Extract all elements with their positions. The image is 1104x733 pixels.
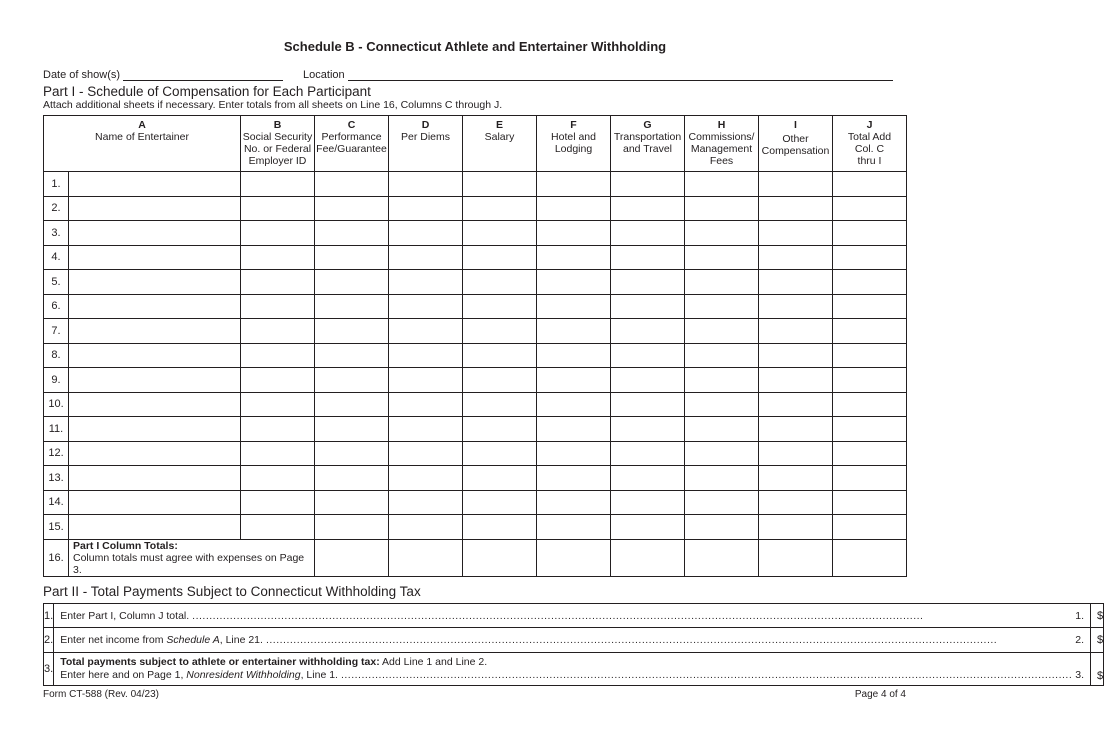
cell-col-i[interactable] xyxy=(759,294,833,319)
cell-col-f[interactable] xyxy=(537,466,611,491)
row-number: 15. xyxy=(44,515,69,540)
cell-col-d[interactable] xyxy=(389,368,463,393)
cell-col-c[interactable] xyxy=(315,294,389,319)
line-2-description: Enter net income from Schedule A, Line 21. ..... 2. xyxy=(54,628,1091,653)
row-number: 8. xyxy=(44,343,69,368)
cell-col-g[interactable] xyxy=(611,221,685,246)
table-row xyxy=(44,270,907,295)
row-number: 5. xyxy=(44,270,69,295)
cell-col-a[interactable] xyxy=(69,392,241,417)
col-header-e: E Salary xyxy=(463,116,537,172)
cell-col-g[interactable] xyxy=(611,441,685,466)
cell-col-a[interactable] xyxy=(69,196,241,221)
cell-col-f[interactable] xyxy=(537,343,611,368)
cell-col-d[interactable] xyxy=(389,417,463,442)
cell-col-a[interactable] xyxy=(69,270,241,295)
location-field[interactable] xyxy=(348,70,893,81)
line-number: 2. xyxy=(44,628,54,653)
cell-col-e[interactable] xyxy=(463,441,537,466)
cell-col-g[interactable] xyxy=(611,515,685,540)
cell-col-f[interactable] xyxy=(537,441,611,466)
cell-col-b[interactable] xyxy=(241,343,315,368)
cell-col-c[interactable] xyxy=(315,417,389,442)
line-number: 1. xyxy=(44,604,54,628)
total-col-j[interactable] xyxy=(833,539,907,576)
table-row xyxy=(44,515,907,540)
cell-col-h[interactable] xyxy=(685,172,759,197)
cell-col-h[interactable] xyxy=(685,294,759,319)
total-col-d[interactable] xyxy=(389,539,463,576)
cell-col-h[interactable] xyxy=(685,441,759,466)
table-row xyxy=(44,466,907,491)
cell-col-c[interactable] xyxy=(315,490,389,515)
cell-col-g[interactable] xyxy=(611,490,685,515)
cell-col-e[interactable] xyxy=(463,221,537,246)
cell-col-f[interactable] xyxy=(537,221,611,246)
line-2-amount-field[interactable]: $ xyxy=(1091,628,1104,653)
row-number: 13. xyxy=(44,466,69,491)
part2-line-2 xyxy=(44,628,1104,653)
totals-label xyxy=(69,539,315,576)
cell-col-g[interactable] xyxy=(611,196,685,221)
totals-row xyxy=(44,539,907,576)
cell-col-g[interactable] xyxy=(611,466,685,491)
cell-col-b[interactable] xyxy=(241,294,315,319)
line-3-amount-field[interactable]: $ xyxy=(1091,653,1104,686)
cell-col-c[interactable] xyxy=(315,343,389,368)
cell-col-b[interactable] xyxy=(241,490,315,515)
totals-note: Column totals must agree with expenses on Page 3. xyxy=(73,551,305,576)
cell-col-c[interactable] xyxy=(315,319,389,344)
cell-col-a[interactable] xyxy=(69,441,241,466)
cell-col-c[interactable] xyxy=(315,515,389,540)
row-number: 2. xyxy=(44,196,69,221)
location-label: Location xyxy=(303,69,345,81)
cell-col-g[interactable] xyxy=(611,368,685,393)
part2-table xyxy=(43,603,1104,686)
cell-col-h[interactable] xyxy=(685,196,759,221)
cell-col-d[interactable] xyxy=(389,515,463,540)
cell-col-i[interactable] xyxy=(759,466,833,491)
cell-col-g[interactable] xyxy=(611,392,685,417)
cell-col-f[interactable] xyxy=(537,490,611,515)
cell-col-j[interactable] xyxy=(833,245,907,270)
cell-col-j[interactable] xyxy=(833,392,907,417)
cell-col-i[interactable] xyxy=(759,343,833,368)
cell-col-d[interactable] xyxy=(389,441,463,466)
cell-col-f[interactable] xyxy=(537,515,611,540)
table-row xyxy=(44,392,907,417)
cell-col-i[interactable] xyxy=(759,515,833,540)
cell-col-d[interactable] xyxy=(389,245,463,270)
compensation-table xyxy=(43,115,907,577)
cell-col-b[interactable] xyxy=(241,515,315,540)
table-row xyxy=(44,343,907,368)
cell-col-d[interactable] xyxy=(389,343,463,368)
cell-col-j[interactable] xyxy=(833,172,907,197)
cell-col-c[interactable] xyxy=(315,245,389,270)
date-label: Date of show(s) xyxy=(43,69,121,81)
cell-col-c[interactable] xyxy=(315,172,389,197)
table-row xyxy=(44,368,907,393)
cell-col-j[interactable] xyxy=(833,294,907,319)
cell-col-h[interactable] xyxy=(685,270,759,295)
cell-col-h[interactable] xyxy=(685,221,759,246)
cell-col-i[interactable] xyxy=(759,368,833,393)
cell-col-e[interactable] xyxy=(463,392,537,417)
row-number: 12. xyxy=(44,441,69,466)
cell-col-f[interactable] xyxy=(537,368,611,393)
cell-col-e[interactable] xyxy=(463,466,537,491)
cell-col-e[interactable] xyxy=(463,319,537,344)
cell-col-e[interactable] xyxy=(463,515,537,540)
cell-col-i[interactable] xyxy=(759,441,833,466)
cell-col-e[interactable] xyxy=(463,368,537,393)
cell-col-g[interactable] xyxy=(611,343,685,368)
table-row xyxy=(44,196,907,221)
table-body xyxy=(44,172,907,577)
cell-col-i[interactable] xyxy=(759,196,833,221)
cell-col-b[interactable] xyxy=(241,270,315,295)
cell-col-c[interactable] xyxy=(315,392,389,417)
cell-col-b[interactable] xyxy=(241,368,315,393)
line-1-amount-field[interactable]: $ xyxy=(1091,604,1104,628)
date-field[interactable] xyxy=(123,70,283,81)
cell-col-c[interactable] xyxy=(315,368,389,393)
cell-col-a[interactable] xyxy=(69,490,241,515)
cell-col-g[interactable] xyxy=(611,245,685,270)
cell-col-f[interactable] xyxy=(537,196,611,221)
form-id: Form CT-588 (Rev. 04/23) xyxy=(43,689,159,700)
row-number: 11. xyxy=(44,417,69,442)
cell-col-f[interactable] xyxy=(537,294,611,319)
col-header-j: J Total Add Col. C thru I xyxy=(833,116,907,172)
cell-col-d[interactable] xyxy=(389,392,463,417)
cell-col-f[interactable] xyxy=(537,417,611,442)
col-header-f: F Hotel and Lodging xyxy=(537,116,611,172)
cell-col-f[interactable] xyxy=(537,392,611,417)
cell-col-i[interactable] xyxy=(759,417,833,442)
table-row xyxy=(44,294,907,319)
cell-col-i[interactable] xyxy=(759,490,833,515)
table-row xyxy=(44,221,907,246)
cell-col-b[interactable] xyxy=(241,319,315,344)
cell-col-j[interactable] xyxy=(833,196,907,221)
cell-col-i[interactable] xyxy=(759,221,833,246)
table-row xyxy=(44,172,907,197)
total-col-h[interactable] xyxy=(685,539,759,576)
part1-instruction: Attach additional sheets if necessary. Enter totals from all sheets on Line 16, Columns C through J. xyxy=(43,99,503,111)
cell-col-b[interactable] xyxy=(241,392,315,417)
cell-col-c[interactable] xyxy=(315,441,389,466)
schedule-title: Schedule B - Connecticut Athlete and Entertainer Withholding xyxy=(283,39,667,54)
cell-col-j[interactable] xyxy=(833,221,907,246)
part2-line-1 xyxy=(44,604,1104,628)
cell-col-i[interactable] xyxy=(759,245,833,270)
total-col-i[interactable] xyxy=(759,539,833,576)
cell-col-j[interactable] xyxy=(833,270,907,295)
cell-col-b[interactable] xyxy=(241,441,315,466)
part1-heading: Part I - Schedule of Compensation for Each Participant xyxy=(43,84,371,99)
row-number: 10. xyxy=(44,392,69,417)
cell-col-j[interactable] xyxy=(833,515,907,540)
cell-col-g[interactable] xyxy=(611,172,685,197)
cell-col-h[interactable] xyxy=(685,343,759,368)
col-header-b: B Social Security No. or Federal Employer ID xyxy=(241,116,315,172)
cell-col-c[interactable] xyxy=(315,270,389,295)
cell-col-f[interactable] xyxy=(537,270,611,295)
part2-line-3 xyxy=(44,653,1104,686)
col-header-c: C Performance Fee/Guarantee xyxy=(315,116,389,172)
cell-col-d[interactable] xyxy=(389,221,463,246)
cell-col-a[interactable] xyxy=(69,319,241,344)
table-row xyxy=(44,417,907,442)
cell-col-a[interactable] xyxy=(69,172,241,197)
table-row xyxy=(44,490,907,515)
cell-col-e[interactable] xyxy=(463,490,537,515)
cell-col-d[interactable] xyxy=(389,270,463,295)
cell-col-e[interactable] xyxy=(463,245,537,270)
col-header-i: I Other Compensation xyxy=(759,116,833,172)
row-number: 6. xyxy=(44,294,69,319)
row-number: 4. xyxy=(44,245,69,270)
cell-col-e[interactable] xyxy=(463,270,537,295)
cell-col-i[interactable] xyxy=(759,172,833,197)
line-3-description: Total payments subject to athlete or entertainer withholding tax: Add Line 1 and Line 2. Enter here and on Page 1, Nonresident Withholding, Line 1. ..... 3. xyxy=(54,653,1091,686)
cell-col-j[interactable] xyxy=(833,466,907,491)
line-number: 3. xyxy=(44,653,54,686)
cell-col-d[interactable] xyxy=(389,294,463,319)
cell-col-d[interactable] xyxy=(389,172,463,197)
part2-heading: Part II - Total Payments Subject to Connecticut Withholding Tax xyxy=(43,584,421,599)
col-header-a: A Name of Entertainer xyxy=(44,116,241,172)
cell-col-i[interactable] xyxy=(759,270,833,295)
cell-col-b[interactable] xyxy=(241,172,315,197)
totals-title: Part I Column Totals: xyxy=(73,539,178,552)
cell-col-c[interactable] xyxy=(315,466,389,491)
cell-col-e[interactable] xyxy=(463,172,537,197)
table-row xyxy=(44,441,907,466)
cell-col-d[interactable] xyxy=(389,490,463,515)
cell-col-b[interactable] xyxy=(241,417,315,442)
date-location-line xyxy=(43,63,893,81)
row-number: 3. xyxy=(44,221,69,246)
table-header-row xyxy=(44,116,907,172)
row-number: 7. xyxy=(44,319,69,344)
row-number: 1. xyxy=(44,172,69,197)
cell-col-h[interactable] xyxy=(685,368,759,393)
cell-col-h[interactable] xyxy=(685,245,759,270)
cell-col-e[interactable] xyxy=(463,417,537,442)
table-row xyxy=(44,319,907,344)
line-1-description: Enter Part I, Column J total. ..... 1. xyxy=(54,604,1091,628)
cell-col-i[interactable] xyxy=(759,392,833,417)
cell-col-c[interactable] xyxy=(315,196,389,221)
cell-col-c[interactable] xyxy=(315,221,389,246)
cell-col-h[interactable] xyxy=(685,417,759,442)
cell-col-b[interactable] xyxy=(241,466,315,491)
cell-col-b[interactable] xyxy=(241,221,315,246)
total-col-e[interactable] xyxy=(463,539,537,576)
cell-col-d[interactable] xyxy=(389,196,463,221)
cell-col-g[interactable] xyxy=(611,270,685,295)
cell-col-j[interactable] xyxy=(833,368,907,393)
cell-col-b[interactable] xyxy=(241,245,315,270)
cell-col-h[interactable] xyxy=(685,490,759,515)
cell-col-f[interactable] xyxy=(537,319,611,344)
cell-col-h[interactable] xyxy=(685,515,759,540)
cell-col-h[interactable] xyxy=(685,319,759,344)
cell-col-a[interactable] xyxy=(69,221,241,246)
cell-col-a[interactable] xyxy=(69,515,241,540)
row-number: 14. xyxy=(44,490,69,515)
cell-col-e[interactable] xyxy=(463,196,537,221)
cell-col-a[interactable] xyxy=(69,294,241,319)
cell-col-a[interactable] xyxy=(69,343,241,368)
cell-col-a[interactable] xyxy=(69,417,241,442)
cell-col-g[interactable] xyxy=(611,417,685,442)
cell-col-j[interactable] xyxy=(833,441,907,466)
total-col-g[interactable] xyxy=(611,539,685,576)
cell-col-j[interactable] xyxy=(833,343,907,368)
page-number: Page 4 of 4 xyxy=(854,689,906,700)
total-col-c[interactable] xyxy=(315,539,389,576)
cell-col-d[interactable] xyxy=(389,466,463,491)
cell-col-f[interactable] xyxy=(537,245,611,270)
table-row xyxy=(44,245,907,270)
cell-col-j[interactable] xyxy=(833,319,907,344)
cell-col-g[interactable] xyxy=(611,319,685,344)
col-header-g: G Transportation and Travel xyxy=(611,116,685,172)
cell-col-i[interactable] xyxy=(759,319,833,344)
row-number: 16. xyxy=(44,539,69,576)
cell-col-b[interactable] xyxy=(241,196,315,221)
cell-col-j[interactable] xyxy=(833,490,907,515)
cell-col-f[interactable] xyxy=(537,172,611,197)
total-col-f[interactable] xyxy=(537,539,611,576)
col-header-h: H Commissions/ Management Fees xyxy=(685,116,759,172)
col-header-d: D Per Diems xyxy=(389,116,463,172)
cell-col-a[interactable] xyxy=(69,466,241,491)
cell-col-h[interactable] xyxy=(685,466,759,491)
cell-col-j[interactable] xyxy=(833,417,907,442)
cell-col-e[interactable] xyxy=(463,343,537,368)
cell-col-h[interactable] xyxy=(685,392,759,417)
cell-col-a[interactable] xyxy=(69,368,241,393)
row-number: 9. xyxy=(44,368,69,393)
cell-col-d[interactable] xyxy=(389,319,463,344)
cell-col-g[interactable] xyxy=(611,294,685,319)
cell-col-e[interactable] xyxy=(463,294,537,319)
cell-col-a[interactable] xyxy=(69,245,241,270)
